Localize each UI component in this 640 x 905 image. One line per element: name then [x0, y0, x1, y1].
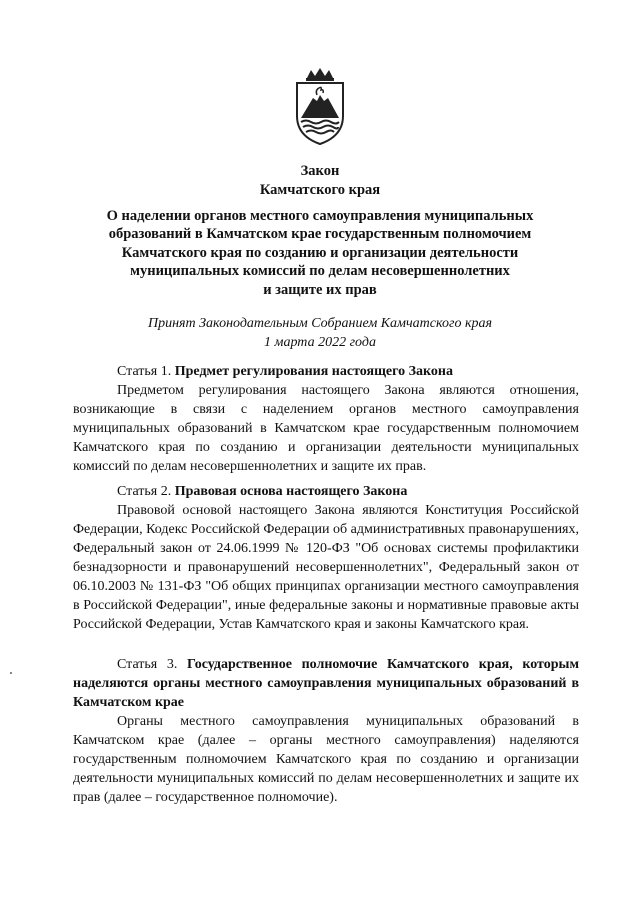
article-title: Государственное полномочие Камчатского края, которым наделяются органы местного самоуправления муниципальных образований в Камчатском крае	[73, 657, 579, 710]
article-text: Правовой основой настоящего Закона являются Конституция Российской Федерации, Кодекс Российской Федерации об административных правонарушениях, Федеральный закон от 24.06.1999 № 120-ФЗ "Об основах системы профилактики безнадзорности и правонарушений несовершеннолетних", Федеральный закон от 06.10.2003 № 131-ФЗ "Об общих принципах организации местного самоуправления в Российской Федерации", иные федеральные законы и нормативные правовые акты Российской Федерации, Устав Камчатского края и законы Камчатского края.	[73, 503, 579, 632]
law-title-line2: Камчатского края	[259, 182, 381, 198]
article-title: Предмет регулирования настоящего Закона	[174, 364, 453, 379]
article-heading	[73, 655, 579, 712]
law-subject-line: О наделении органов местного самоуправления муниципальных	[106, 208, 534, 224]
law-subject-line: Камчатского края по созданию и организации деятельности	[121, 244, 519, 261]
adoption-note	[70, 314, 570, 352]
article-3	[73, 655, 579, 807]
article-1	[73, 362, 579, 476]
law-subject	[70, 207, 570, 299]
article-number: Статья 2.	[117, 484, 172, 499]
article-text: Предметом регулирования настоящего Закона являются отношения, возникающие в связи с наделением органов местного самоуправления муниципальных образований в Камчатском крае государственным полномочием Камчатского края по созданию и организации деятельности муниципальных комиссий по делам несовершеннолетних и защите их прав.	[73, 383, 579, 474]
article-number: Статья 3.	[117, 657, 178, 672]
article-text: Органы местного самоуправления муниципальных образований в Камчатском крае (далее – органы местного самоуправления) наделяются государственным полномочием Камчатского края по созданию и организации деятельности муниципальных комиссий по делам несовершеннолетних и защите их прав (далее – государственное полномочие).	[73, 714, 579, 805]
law-subject-line: образований в Камчатском крае государственным полномочием	[108, 226, 532, 243]
adoption-date: 1 марта 2022 года	[264, 335, 376, 350]
article-heading	[73, 362, 579, 381]
law-subject-line: и защите их прав	[263, 281, 377, 298]
article-title: Правовая основа настоящего Закона	[174, 484, 408, 499]
coat-of-arms-icon	[293, 68, 347, 146]
law-subject-line: муниципальных комиссий по делам несовершеннолетних	[130, 263, 510, 280]
law-title-line1: Закон	[300, 163, 340, 179]
adoption-body: Принят Законодательным Собранием Камчатского края	[147, 316, 493, 331]
article-2	[73, 482, 579, 634]
law-title	[70, 162, 570, 200]
article-heading	[73, 482, 579, 501]
scan-speck	[10, 672, 12, 674]
article-number: Статья 1.	[117, 364, 172, 379]
